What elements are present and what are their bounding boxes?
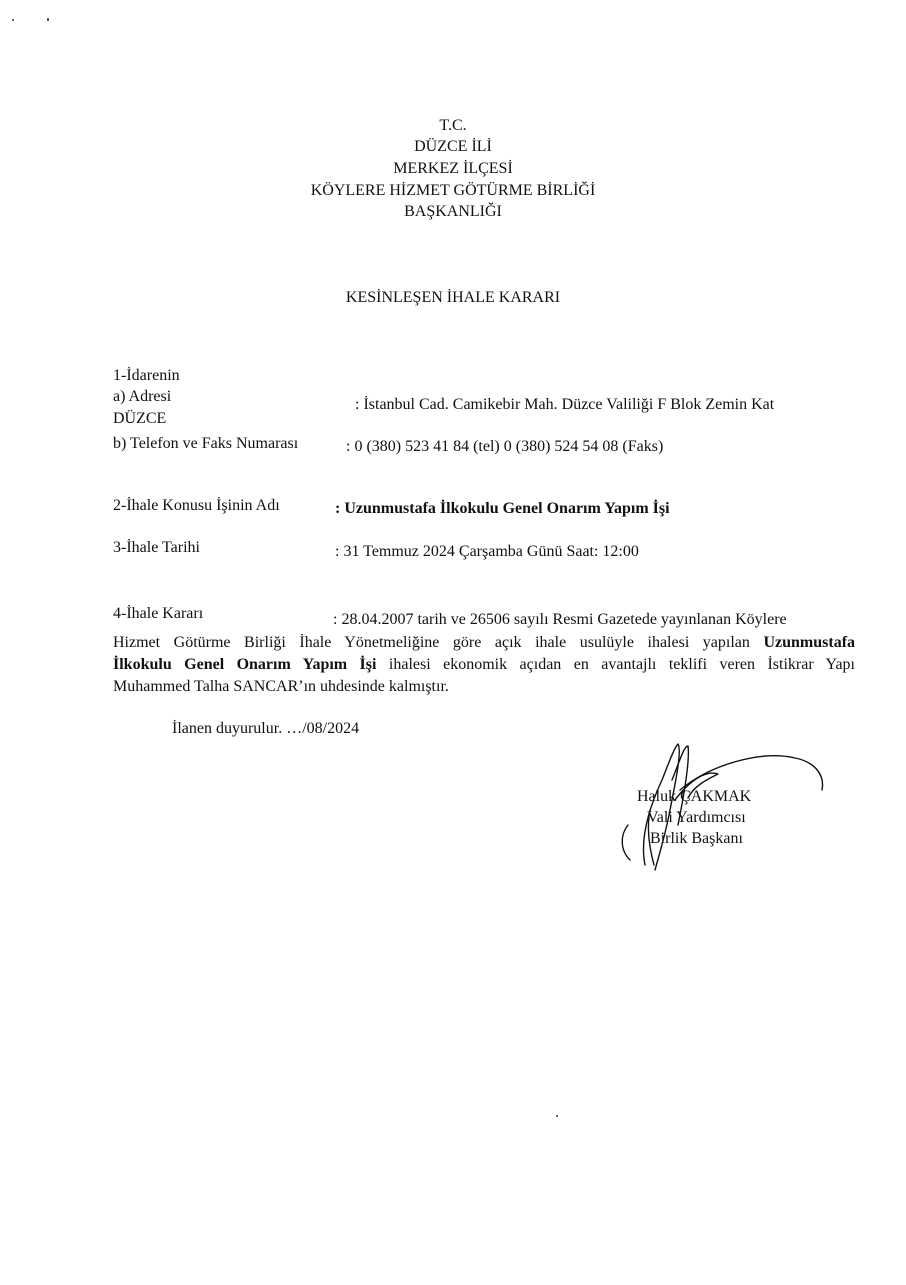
section4-paragraph	[113, 632, 855, 698]
phone-value: : 0 (380) 523 41 84 (tel) 0 (380) 524 54 08 (Faks)	[346, 438, 664, 455]
section4-line1-value: : 28.04.2007 tarih ve 26506 sayılı Resmi Gazetede yayınlanan Köylere	[333, 611, 787, 628]
section4-line3-bold: İlkokulu Genel Onarım Yapım İşi	[113, 656, 377, 673]
header-presidency: BAŞKANLIĞI	[404, 203, 502, 220]
header-province: DÜZCE İLİ	[414, 138, 492, 155]
address-label: a) Adresi	[113, 388, 172, 405]
scan-speck	[47, 18, 49, 21]
signatory-title1: Vali Yardımcısı	[647, 809, 746, 826]
phone-label: b) Telefon ve Faks Numarası	[113, 435, 299, 452]
header-union: KÖYLERE HİZMET GÖTÜRME BİRLİĞİ	[310, 182, 596, 199]
section2-value: : Uzunmustafa İlkokulu Genel Onarım Yapım İşi	[335, 500, 670, 517]
scan-speck	[12, 19, 14, 21]
document-title: KESİNLEŞEN İHALE KARARI	[345, 289, 561, 306]
signatory-title2: Birlik Başkanı	[650, 830, 743, 847]
handwritten-signature	[610, 740, 830, 875]
address-value: : İstanbul Cad. Camikebir Mah. Düzce Valiliği F Blok Zemin Kat	[355, 396, 775, 413]
header-district: MERKEZ İLÇESİ	[393, 160, 513, 177]
section4-line4: Muhammed Talha SANCAR’ın uhdesinde kalmıştır.	[113, 678, 449, 695]
scan-speck	[556, 1115, 558, 1117]
section4-line2-text: Hizmet Götürme Birliği İhale Yönetmeliğine göre açık ihale usulüyle ihalesi yapılan	[113, 634, 750, 651]
signatory-name: Haluk ÇAKMAK	[637, 788, 752, 805]
section4-line3-text: ihalesi ekonomik açıdan en avantajlı teklifi veren İstikrar Yapı	[376, 656, 856, 673]
section4-line2-bold: Uzunmustafa	[763, 634, 856, 651]
section4-label: 4-İhale Kararı	[113, 605, 204, 622]
section2-label: 2-İhale Konusu İşinin Adı	[113, 497, 280, 514]
section1-heading: 1-İdarenin	[113, 367, 180, 384]
header-tc: T.C.	[439, 117, 467, 134]
section3-value: : 31 Temmuz 2024 Çarşamba Günü Saat: 12:00	[335, 543, 639, 560]
section4-line2	[113, 632, 855, 654]
section3-label: 3-İhale Tarihi	[113, 539, 200, 556]
announcement: İlanen duyurulur. …/08/2024	[172, 720, 360, 737]
section4-line3	[113, 654, 855, 676]
address-city: DÜZCE	[113, 410, 167, 427]
